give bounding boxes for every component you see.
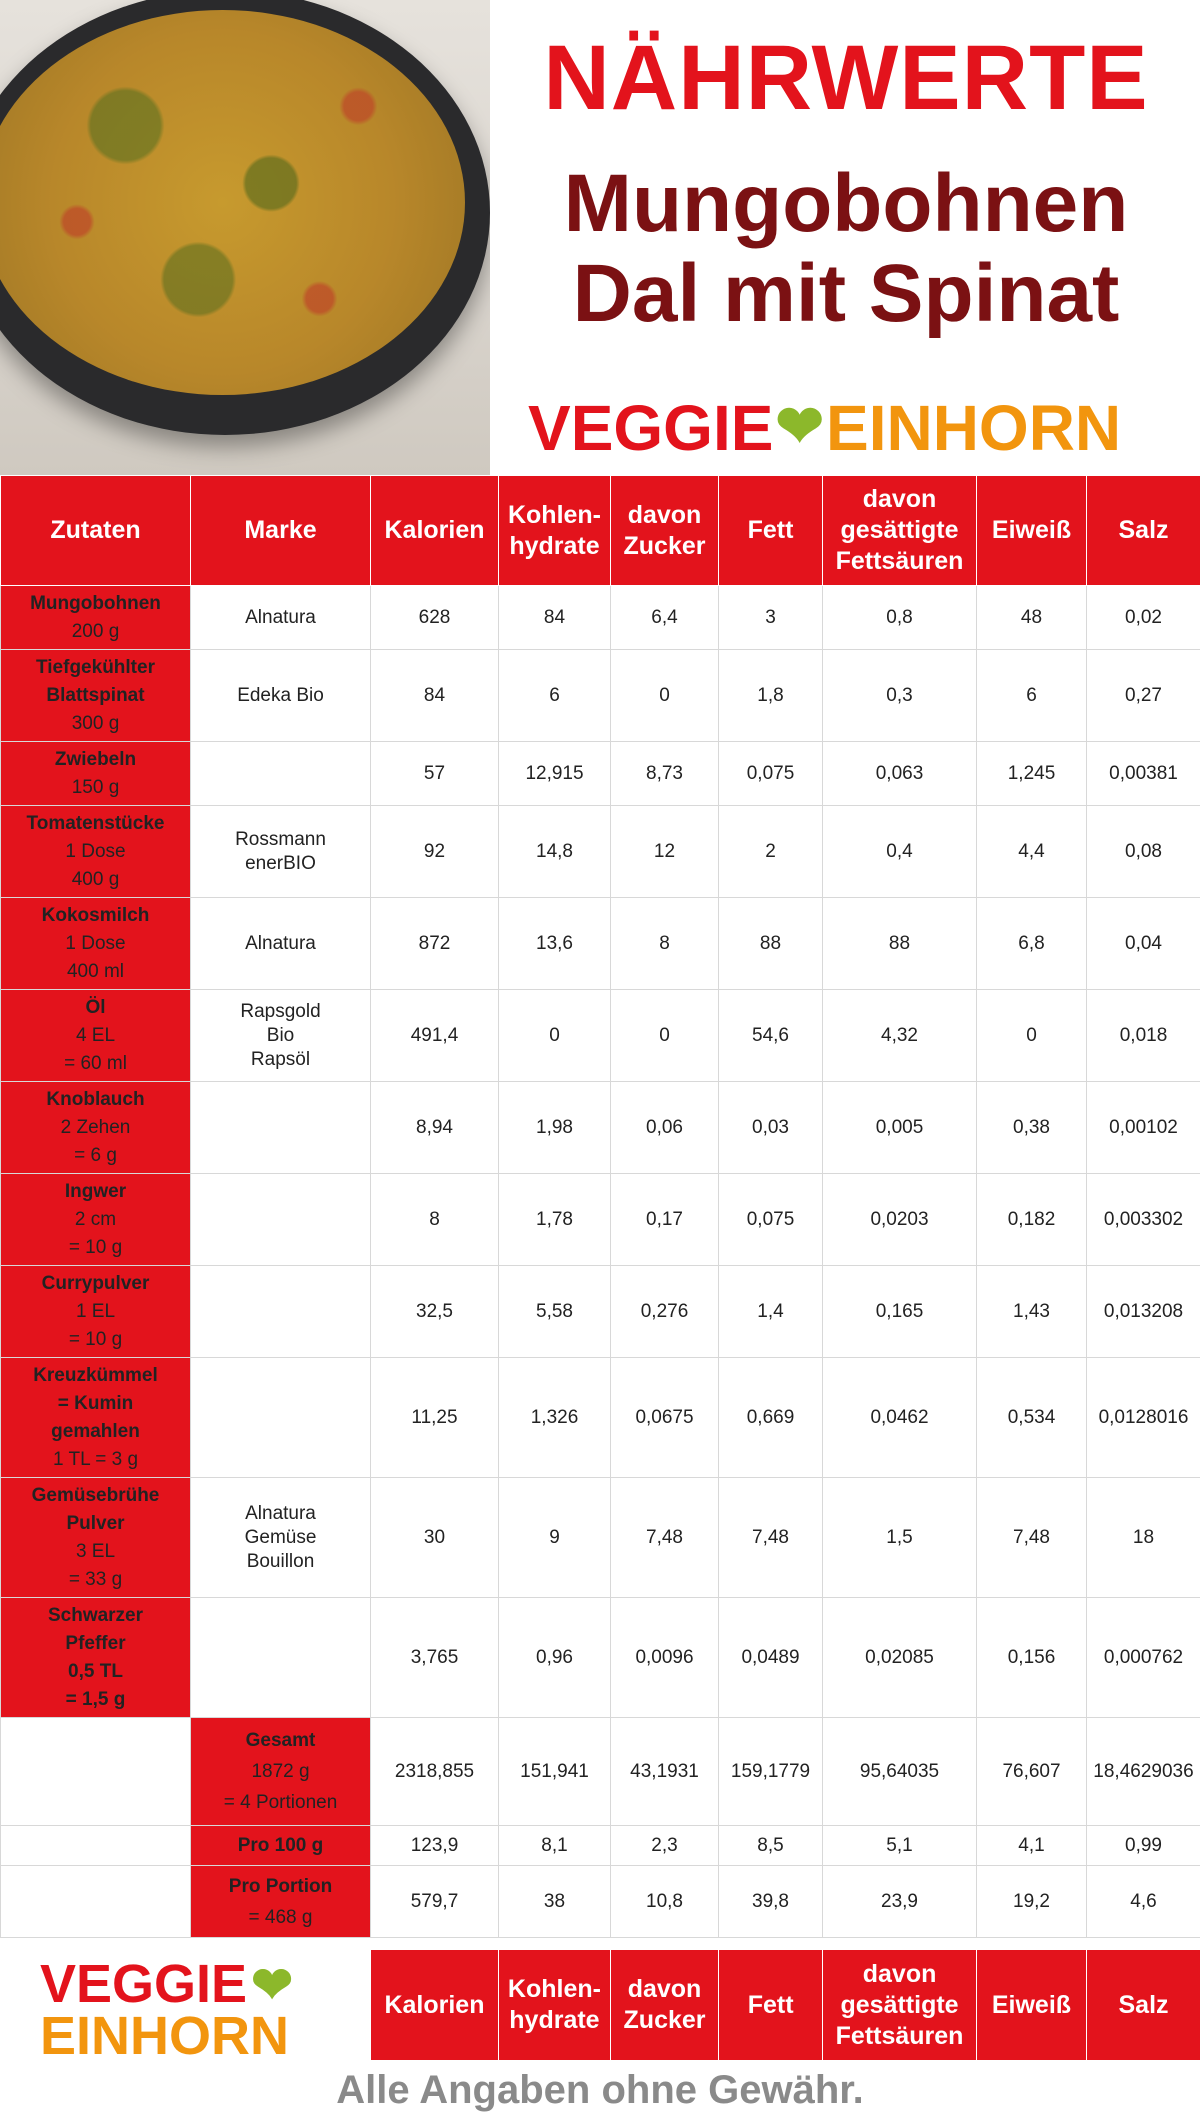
ingredient-name: Tiefgekühlter Blattspinat — [36, 656, 155, 706]
recipe-title-line1: Mungobohnen — [563, 158, 1129, 249]
nutrition-table — [0, 475, 1200, 1938]
value-cell: 0,000762 — [1087, 1598, 1200, 1718]
value-cell: 0,17 — [611, 1174, 719, 1266]
value-cell: 32,5 — [371, 1266, 499, 1358]
value-cell: 13,6 — [499, 898, 611, 990]
value-cell: 8,1 — [499, 1826, 611, 1866]
value-cell: 0,669 — [719, 1358, 823, 1478]
value-cell: 0,08 — [1087, 806, 1200, 898]
value-cell: 1,245 — [977, 742, 1087, 806]
value-cell: 76,607 — [977, 1718, 1087, 1826]
column-header-5: Fett — [719, 476, 823, 586]
value-cell: 0,005 — [823, 1082, 977, 1174]
value-cell: 0,03 — [719, 1082, 823, 1174]
dal-image — [0, 10, 465, 395]
value-cell: 2318,855 — [371, 1718, 499, 1826]
value-cell: 0,06 — [611, 1082, 719, 1174]
value-cell: 0,99 — [1087, 1826, 1200, 1866]
ingredient-cell — [1, 898, 191, 990]
ingredient-cell — [1, 1358, 191, 1478]
brand-cell — [191, 1174, 371, 1266]
value-cell: 0 — [611, 990, 719, 1082]
column-header-8: Salz — [1087, 476, 1200, 586]
disclaimer: Alle Angaben ohne Gewähr. — [336, 2068, 864, 2112]
value-cell: 0,075 — [719, 742, 823, 806]
value-cell: 54,6 — [719, 990, 823, 1082]
value-cell: 1,326 — [499, 1358, 611, 1478]
value-cell: 4,4 — [977, 806, 1087, 898]
value-cell: 88 — [823, 898, 977, 990]
total-label: Pro 100 g — [237, 1835, 324, 1856]
value-cell: 43,1931 — [611, 1718, 719, 1826]
value-cell: 12,915 — [499, 742, 611, 806]
ingredient-cell — [1, 1478, 191, 1598]
ingredient-amount: 300 g — [71, 712, 120, 734]
total-label: Pro Portion — [228, 1875, 333, 1897]
table-row — [1, 1358, 1200, 1478]
value-cell: 579,7 — [371, 1866, 499, 1938]
table-row — [1, 1082, 1200, 1174]
brand-cell — [191, 1266, 371, 1358]
brand-cell: Rossmann enerBIO — [191, 806, 371, 898]
value-cell: 0,165 — [823, 1266, 977, 1358]
value-cell: 7,48 — [611, 1478, 719, 1598]
value-cell: 0,00381 — [1087, 742, 1200, 806]
value-cell: 8,94 — [371, 1082, 499, 1174]
table-row — [1, 990, 1200, 1082]
ingredient-name: Kreuzkümmel = Kumin gemahlen — [33, 1364, 158, 1442]
value-cell: 151,941 — [499, 1718, 611, 1826]
column-header-2: Kalorien — [371, 476, 499, 586]
ingredient-name: Kokosmilch — [41, 904, 150, 926]
value-cell: 9 — [499, 1478, 611, 1598]
value-cell: 1,78 — [499, 1174, 611, 1266]
value-cell: 5,58 — [499, 1266, 611, 1358]
footer-column-header-3: Fett — [718, 1950, 822, 2060]
value-cell: 4,1 — [977, 1826, 1087, 1866]
value-cell: 0,4 — [823, 806, 977, 898]
value-cell: 19,2 — [977, 1866, 1087, 1938]
table-row — [1, 650, 1200, 742]
empty-cell — [1, 1718, 191, 1826]
table-row — [1, 1598, 1200, 1718]
total-label-cell — [191, 1718, 371, 1826]
total-label: Gesamt — [245, 1730, 316, 1751]
ingredient-name: Gemüsebrühe Pulver — [31, 1484, 160, 1534]
title-block — [492, 0, 1200, 475]
ingredient-amount: 1 Dose 400 ml — [65, 932, 126, 982]
value-cell: 3 — [719, 586, 823, 650]
column-header-1: Marke — [191, 476, 371, 586]
brand-cell — [191, 742, 371, 806]
value-cell: 0,8 — [823, 586, 977, 650]
value-cell: 6 — [977, 650, 1087, 742]
footer — [0, 1950, 1200, 2066]
value-cell: 0 — [611, 650, 719, 742]
brand-cell: Alnatura — [191, 586, 371, 650]
footer-brand-left: VEGGIE — [40, 1954, 248, 2014]
value-cell: 3,765 — [371, 1598, 499, 1718]
brand-cell: Alnatura Gemüse Bouillon — [191, 1478, 371, 1598]
value-cell: 2,3 — [611, 1826, 719, 1866]
header-row — [1, 476, 1200, 586]
value-cell: 0,0462 — [823, 1358, 977, 1478]
value-cell: 84 — [371, 650, 499, 742]
ingredient-amount: 200 g — [71, 620, 120, 642]
brand-logo — [528, 392, 1121, 463]
ingredient-amount: 2 cm = 10 g — [68, 1208, 123, 1258]
ingredient-cell — [1, 806, 191, 898]
value-cell: 4,32 — [823, 990, 977, 1082]
ingredient-cell — [1, 586, 191, 650]
value-cell: 123,9 — [371, 1826, 499, 1866]
value-cell: 0,02085 — [823, 1598, 977, 1718]
value-cell: 0,063 — [823, 742, 977, 806]
ingredient-amount: 1 Dose 400 g — [65, 840, 126, 890]
ingredient-amount: 4 EL = 60 ml — [64, 1024, 127, 1074]
value-cell: 0,00102 — [1087, 1082, 1200, 1174]
table-row — [1, 742, 1200, 806]
brand-cell: Alnatura — [191, 898, 371, 990]
footer-brand-right: EINHORN — [40, 2006, 290, 2066]
ingredient-cell — [1, 1082, 191, 1174]
value-cell: 0,0675 — [611, 1358, 719, 1478]
value-cell: 14,8 — [499, 806, 611, 898]
value-cell: 0,534 — [977, 1358, 1087, 1478]
value-cell: 4,6 — [1087, 1866, 1200, 1938]
value-cell: 1,8 — [719, 650, 823, 742]
value-cell: 0 — [977, 990, 1087, 1082]
brand-cell — [191, 1598, 371, 1718]
value-cell: 628 — [371, 586, 499, 650]
value-cell: 1,4 — [719, 1266, 823, 1358]
value-cell: 8 — [371, 1174, 499, 1266]
value-cell: 18,4629036 — [1087, 1718, 1200, 1826]
ingredient-name: Zwiebeln — [54, 748, 137, 770]
total-row — [1, 1866, 1200, 1938]
column-header-4: davon Zucker — [611, 476, 719, 586]
value-cell: 88 — [719, 898, 823, 990]
ingredient-name: Mungobohnen — [30, 592, 161, 614]
value-cell: 0,3 — [823, 650, 977, 742]
ingredient-cell — [1, 742, 191, 806]
value-cell: 23,9 — [823, 1866, 977, 1938]
empty-cell — [1, 1866, 191, 1938]
column-header-6: davon gesättigte Fettsäuren — [823, 476, 977, 586]
value-cell: 0,182 — [977, 1174, 1087, 1266]
value-cell: 84 — [499, 586, 611, 650]
column-header-0: Zutaten — [1, 476, 191, 586]
value-cell: 0,003302 — [1087, 1174, 1200, 1266]
brand-cell: Edeka Bio — [191, 650, 371, 742]
ingredient-name: Schwarzer Pfeffer 0,5 TL = 1,5 g — [47, 1604, 144, 1710]
value-cell: 0,075 — [719, 1174, 823, 1266]
brand-cell: Rapsgold Bio Rapsöl — [191, 990, 371, 1082]
value-cell: 12 — [611, 806, 719, 898]
column-header-3: Kohlen- hydrate — [499, 476, 611, 586]
value-cell: 0,27 — [1087, 650, 1200, 742]
ingredient-name: Öl — [85, 996, 106, 1018]
value-cell: 159,1779 — [719, 1718, 823, 1826]
value-cell: 18 — [1087, 1478, 1200, 1598]
footer-column-header-4: davon gesättigte Fettsäuren — [822, 1950, 976, 2060]
dal-photo — [0, 0, 490, 475]
footer-column-header-0: Kalorien — [370, 1950, 498, 2060]
value-cell: 1,98 — [499, 1082, 611, 1174]
ingredient-amount: 1 TL = 3 g — [52, 1448, 139, 1470]
table-row — [1, 1174, 1200, 1266]
ingredient-name: Knoblauch — [46, 1088, 145, 1110]
value-cell: 48 — [977, 586, 1087, 650]
value-cell: 491,4 — [371, 990, 499, 1082]
total-row — [1, 1826, 1200, 1866]
value-cell: 57 — [371, 742, 499, 806]
value-cell: 2 — [719, 806, 823, 898]
value-cell: 0,013208 — [1087, 1266, 1200, 1358]
value-cell: 0,02 — [1087, 586, 1200, 650]
ingredient-name: Ingwer — [64, 1180, 127, 1202]
heart-icon: ❤ — [775, 394, 825, 459]
brand-cell — [191, 1082, 371, 1174]
table-row — [1, 806, 1200, 898]
value-cell: 1,43 — [977, 1266, 1087, 1358]
value-cell: 30 — [371, 1478, 499, 1598]
ingredient-amount: 3 EL = 33 g — [68, 1540, 123, 1590]
ingredient-cell — [1, 1266, 191, 1358]
value-cell: 92 — [371, 806, 499, 898]
value-cell: 6,4 — [611, 586, 719, 650]
value-cell: 10,8 — [611, 1866, 719, 1938]
table-body — [1, 586, 1200, 1938]
value-cell: 7,48 — [719, 1478, 823, 1598]
footer-column-header-6: Salz — [1086, 1950, 1200, 2060]
column-header-7: Eiweiß — [977, 476, 1087, 586]
value-cell: 39,8 — [719, 1866, 823, 1938]
total-detail: = 468 g — [248, 1906, 313, 1928]
value-cell: 7,48 — [977, 1478, 1087, 1598]
table-row — [1, 586, 1200, 650]
value-cell: 8 — [611, 898, 719, 990]
value-cell: 11,25 — [371, 1358, 499, 1478]
total-detail: 1872 g = 4 Portionen — [223, 1761, 338, 1813]
table-row — [1, 1478, 1200, 1598]
value-cell: 0,96 — [499, 1598, 611, 1718]
value-cell: 5,1 — [823, 1826, 977, 1866]
value-cell: 6,8 — [977, 898, 1087, 990]
value-cell: 0,38 — [977, 1082, 1087, 1174]
value-cell: 0,018 — [1087, 990, 1200, 1082]
value-cell: 0,04 — [1087, 898, 1200, 990]
table-row — [1, 898, 1200, 990]
ingredient-cell — [1, 1598, 191, 1718]
hero-section — [0, 0, 1200, 475]
ingredient-amount: 1 EL = 10 g — [68, 1300, 123, 1350]
ingredient-amount: 150 g — [71, 776, 120, 798]
value-cell: 1,5 — [823, 1478, 977, 1598]
value-cell: 872 — [371, 898, 499, 990]
ingredient-amount: 2 Zehen = 6 g — [60, 1116, 131, 1166]
brand-cell — [191, 1358, 371, 1478]
total-label-cell — [191, 1866, 371, 1938]
brand-left: VEGGIE — [528, 392, 774, 464]
page-title: NÄHRWERTE — [543, 27, 1149, 129]
total-row — [1, 1718, 1200, 1826]
footer-logo — [0, 1950, 370, 2066]
value-cell: 95,64035 — [823, 1718, 977, 1826]
footer-heart-icon: ❤ — [251, 1957, 293, 2013]
value-cell: 0 — [499, 990, 611, 1082]
value-cell: 0,276 — [611, 1266, 719, 1358]
brand-right: EINHORN — [826, 392, 1122, 464]
value-cell: 8,5 — [719, 1826, 823, 1866]
footer-column-header-5: Eiweiß — [976, 1950, 1086, 2060]
value-cell: 0,0096 — [611, 1598, 719, 1718]
footer-column-header-1: Kohlen- hydrate — [498, 1950, 610, 2060]
value-cell: 0,0128016 — [1087, 1358, 1200, 1478]
ingredient-name: Currypulver — [41, 1272, 150, 1294]
value-cell: 38 — [499, 1866, 611, 1938]
ingredient-cell — [1, 1174, 191, 1266]
value-cell: 0,156 — [977, 1598, 1087, 1718]
table-row — [1, 1266, 1200, 1358]
value-cell: 8,73 — [611, 742, 719, 806]
empty-cell — [1, 1826, 191, 1866]
value-cell: 6 — [499, 650, 611, 742]
ingredient-cell — [1, 650, 191, 742]
footer-column-header-2: davon Zucker — [610, 1950, 718, 2060]
footer-header-row — [370, 1950, 1200, 2060]
value-cell: 0,0203 — [823, 1174, 977, 1266]
recipe-title-line2: Dal mit Spinat — [572, 248, 1120, 339]
total-label-cell — [191, 1826, 371, 1866]
ingredient-name: Tomatenstücke — [26, 812, 165, 834]
ingredient-cell — [1, 990, 191, 1082]
value-cell: 0,0489 — [719, 1598, 823, 1718]
